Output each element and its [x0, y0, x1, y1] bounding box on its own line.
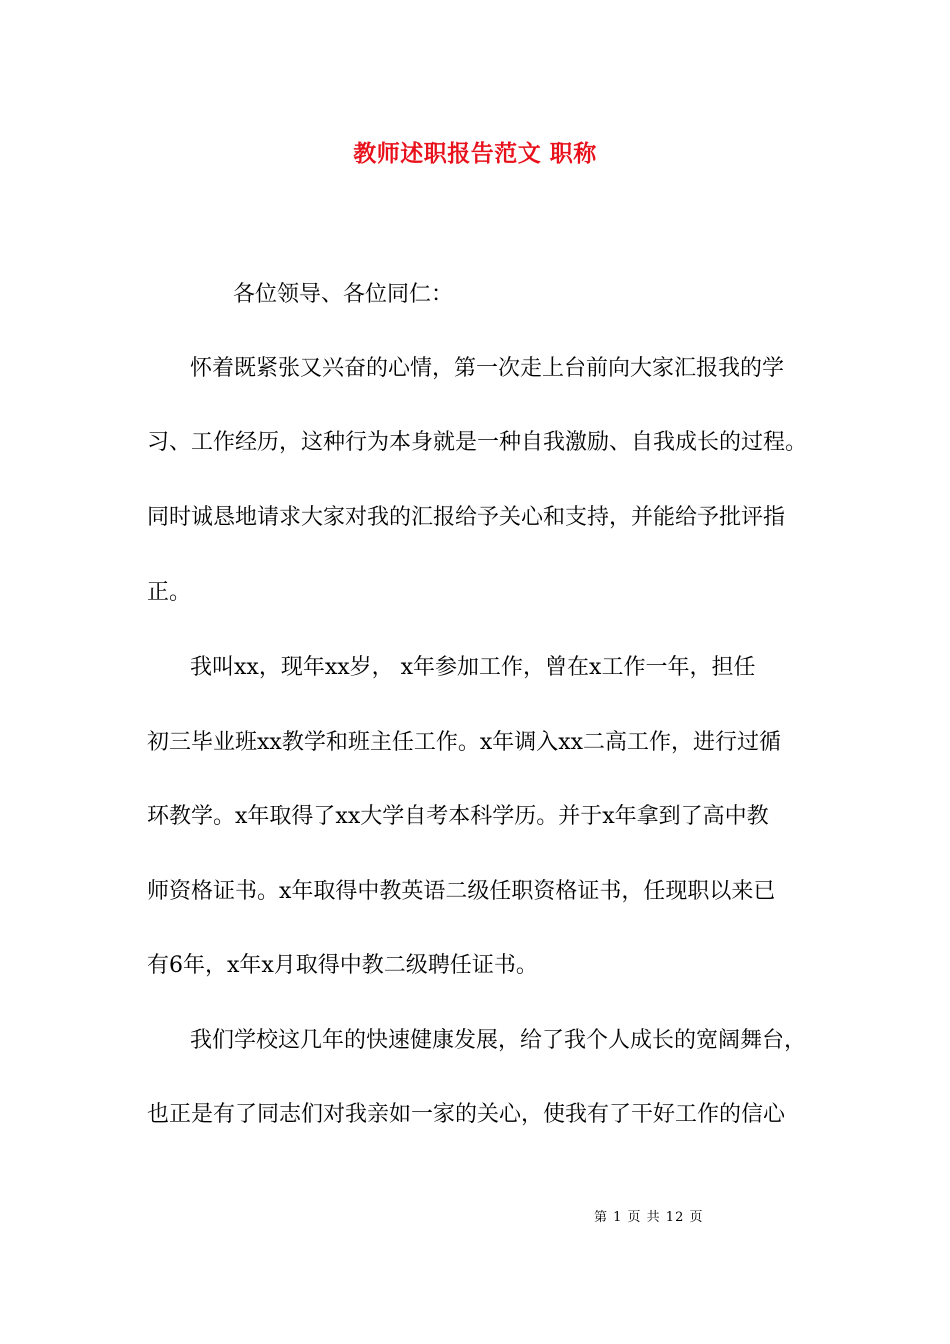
paragraph-line: 师资格证书。x年取得中教英语二级任职资格证书，任现职以来已 [147, 879, 776, 904]
paragraph-line: 我们学校这几年的快速健康发展，给了我个人成长的宽阔舞台， [190, 1028, 807, 1053]
paragraph-line: 我叫xx，现年xx岁， x年参加工作，曾在x工作一年，担任 [190, 655, 756, 680]
paragraph-line: 习、工作经历，这种行为本身就是一种自我激励、自我成长的过程。 [147, 430, 808, 455]
salutation-line: 各位领导、各位同仁： [233, 282, 454, 307]
page-number-footer: 第 1 页 共 12 页 [594, 1210, 704, 1225]
paragraph-line: 同时诚恳地请求大家对我的汇报给予关心和支持，并能给予批评指 [147, 505, 786, 530]
paragraph-line: 有6年，x年x月取得中教二级聘任证书。 [147, 953, 538, 978]
paragraph-line: 也正是有了同志们对我亲如一家的关心，使我有了干好工作的信心 [147, 1102, 786, 1127]
paragraph-line: 初三毕业班xx教学和班主任工作。x年调入xx二高工作，进行过循 [147, 730, 782, 755]
paragraph-line: 怀着既紧张又兴奋的心情，第一次走上台前向大家汇报我的学 [190, 356, 785, 381]
document-title: 教师述职报告范文 职称 [353, 140, 597, 167]
paragraph-line: 环教学。x年取得了xx大学自考本科学历。并于x年拿到了高中教 [147, 804, 769, 829]
paragraph-line: 正。 [147, 580, 192, 605]
